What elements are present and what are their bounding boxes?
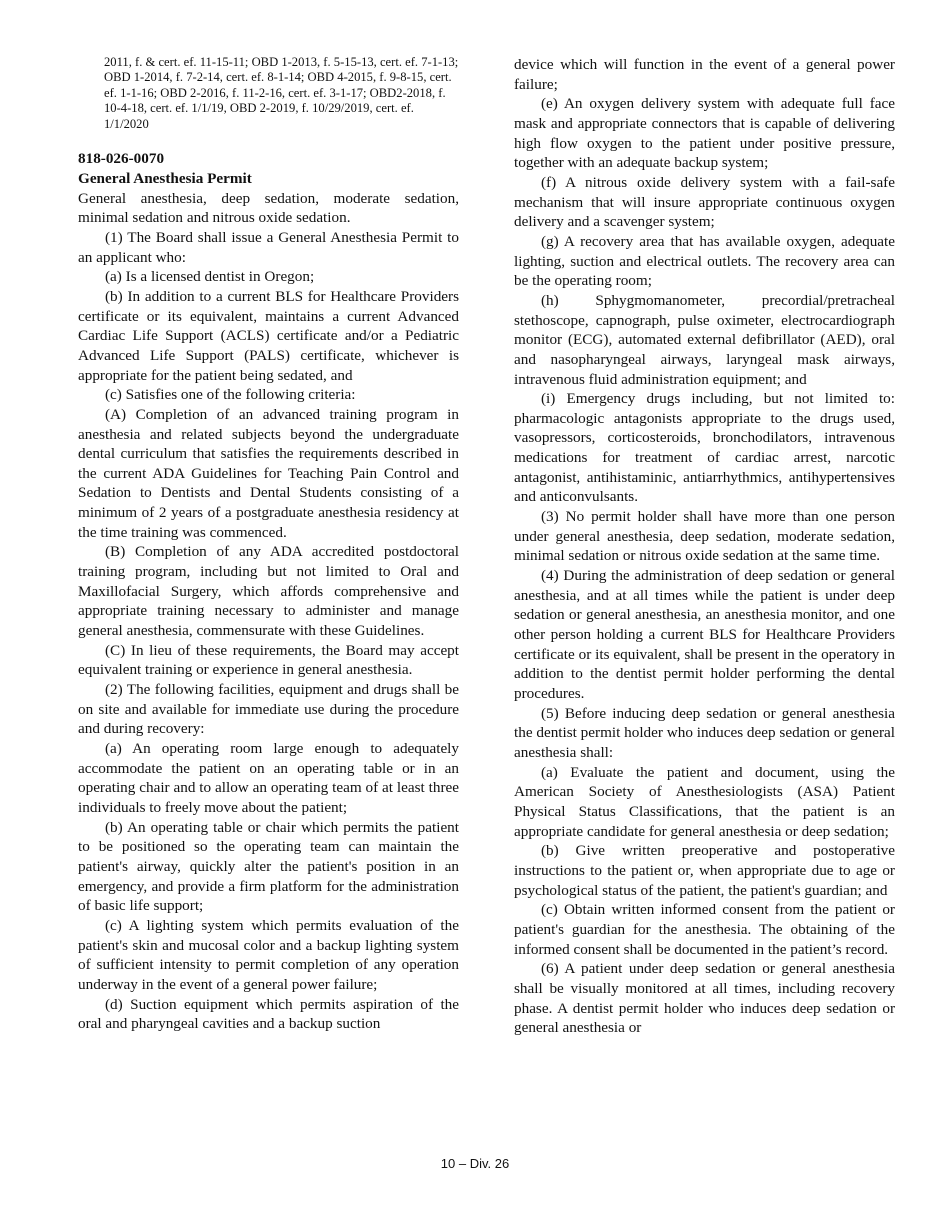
paragraph: (5) Before inducing deep sedation or general anesthesia the dentist permit holder who induces deep sedation or general anesthesia shall: bbox=[514, 704, 895, 761]
page-footer: 10 – Div. 26 bbox=[440, 1156, 510, 1171]
paragraph: General anesthesia, deep sedation, moderate sedation, minimal sedation and nitrous oxide sedation. bbox=[78, 189, 459, 227]
paragraph: (g) A recovery area that has available oxygen, adequate lighting, suction and electrical outlets. The recovery area can be the operating room; bbox=[514, 232, 895, 290]
left-column bbox=[78, 55, 459, 1034]
paragraph: (f) A nitrous oxide delivery system with a fail-safe mechanism that will insure appropriate continuous oxygen delivery and a scavenger system; bbox=[514, 173, 895, 231]
paragraph: (c) Satisfies one of the following criteria: bbox=[105, 386, 356, 404]
paragraph: (b) Give written preoperative and postoperative instructions to the patient or, when appropriate due to age or psychological status of the patient, the patient's guardian; and bbox=[514, 842, 895, 899]
paragraph: (C) In lieu of these requirements, the Board may accept equivalent training or experience in general anesthesia. bbox=[78, 641, 459, 679]
paragraph: (b) An operating table or chair which permits the patient to be positioned so the operating team can maintain the patient's airway, quickly alter the patient's position in an emergency, and provide a firm platform for the administration of basic life support; bbox=[78, 818, 459, 915]
paragraph: (d) Suction equipment which permits aspiration of the oral and pharyngeal cavities and a backup suction bbox=[78, 995, 459, 1033]
paragraph: (2) The following facilities, equipment and drugs shall be on site and available for immediate use during the procedure and during recovery: bbox=[78, 681, 459, 738]
paragraph: (e) An oxygen delivery system with adequate full face mask and appropriate connectors that is capable of delivering high flow oxygen to the patient under positive pressure, together with an adequate backup system; bbox=[514, 95, 895, 172]
rule-number: 818-026-0070 bbox=[78, 150, 165, 168]
history-note: 2011, f. & cert. ef. 11-15-11; OBD 1-2013, f. 5-15-13, cert. ef. 7-1-13; OBD 1-2014, f. 7-2-14, cert. ef. 8-1-14; OBD 4-2015, f. 9-8-15, cert. ef. 1-1-16; OBD 2-2016, f. 11-2-16, cert. ef. 3-1-17; OBD2-2018, f. 10-4-18, cert. ef. 1/1/19, OBD 2-2019, f. 10/29/2019, cert. ef. 1/1/2020 bbox=[104, 55, 459, 131]
paragraph: (a) Is a licensed dentist in Oregon; bbox=[105, 268, 315, 286]
paragraph: (i) Emergency drugs including, but not limited to: pharmacologic antagonists appropriate to the drugs used, vasopressors, corticosteroids, bronchodilators, intravenous medications for treatment of cardiac arrest, narcotic antagonist, antihistaminic, antiarrhythmics, antihypertensives and anticonvulsants. bbox=[514, 390, 895, 506]
right-column bbox=[514, 55, 895, 1038]
paragraph: (4) During the administration of deep sedation or general anesthesia, and at all times while the patient is under deep sedation or general anesthesia, an anesthesia monitor, and one other person holding a current BLS for Healthcare Providers certificate or its equivalent, shall be present in the operatory in addition to the dentist permit holder performing the dental procedures. bbox=[514, 567, 895, 702]
paragraph: (B) Completion of any ADA accredited postdoctoral training program, including but not limited to Oral and Maxillofacial Surgery, which affords comprehensive and appropriate training necessary to administer and manage general anesthesia, commensurate with these Guidelines. bbox=[78, 543, 459, 640]
paragraph: (a) Evaluate the patient and document, using the American Society of Anesthesiologists (ASA) Patient Physical Status Classifications, that the patient is an appropriate candidate for general anesthesia or deep sedation; bbox=[514, 763, 895, 840]
paragraph-continuation: device which will function in the event of a general power failure; bbox=[514, 56, 895, 93]
paragraph: (6) A patient under deep sedation or general anesthesia shall be visually monitored at all times, including recovery phase. A dentist permit holder who induces deep sedation or general anesthesia or bbox=[514, 960, 895, 1037]
paragraph: (3) No permit holder shall have more than one person under general anesthesia, deep sedation, moderate sedation, minimal sedation or nitrous oxide sedation at the same time. bbox=[514, 508, 895, 565]
paragraph: (1) The Board shall issue a General Anesthesia Permit to an applicant who: bbox=[78, 228, 459, 266]
paragraph: (b) In addition to a current BLS for Healthcare Providers certificate or its equivalent, maintains a current Advanced Cardiac Life Support (ACLS) certificate and/or a Pediatric Advanced Life Support (PALS) certificate, whichever is appropriate for the patient being sedated, and bbox=[78, 287, 459, 384]
paragraph: (c) A lighting system which permits evaluation of the patient's skin and mucosal color and a backup lighting system of sufficient intensity to permit completion of any operation underway in the event of a general power failure; bbox=[78, 916, 459, 993]
paragraph: (A) Completion of an advanced training program in anesthesia and related subjects beyond the undergraduate dental curriculum that satisfies the requirements described in the current ADA Guidelines for Teaching Pain Control and Sedation to Dentists and Dental Students consisting of a minimum of 2 years of a postgraduate anesthesia residency at the time training was commenced. bbox=[78, 405, 459, 541]
paragraph: (c) Obtain written informed consent from the patient or patient's guardian for the anesthesia. The obtaining of the informed consent shall be documented in the patient’s record. bbox=[514, 901, 895, 958]
paragraph: (a) An operating room large enough to adequately accommodate the patient on an operating table or in an operating chair and to allow an operating team of at least three individuals to freely move about the patient; bbox=[78, 740, 459, 816]
paragraph: (h) Sphygmomanometer, precordial/pretracheal stethoscope, capnograph, pulse oximeter, electrocardiograph monitor (ECG), automated external defibrillator (AED), oral and nasopharyngeal airways, laryngeal mask airways, intravenous fluid administration equipment; and bbox=[514, 291, 895, 388]
rule-title: General Anesthesia Permit bbox=[78, 169, 252, 187]
